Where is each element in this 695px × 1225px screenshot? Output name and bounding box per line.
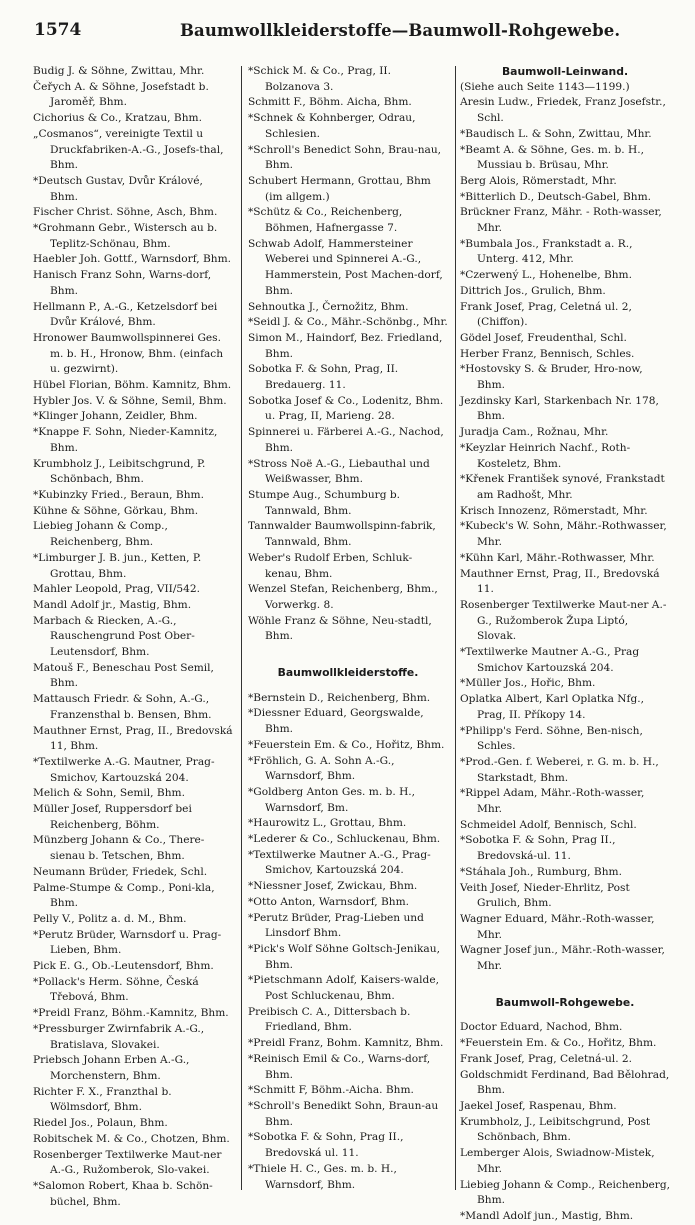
directory-entry: Palme-Stumpe & Comp., Poni-kla, Bhm. — [33, 881, 215, 910]
directory-entry: Marbach & Riecken, A.-G., Rauschengrund Post Ober-Leutensdorf, Bhm. — [33, 614, 195, 659]
directory-entry: Mauthner Ernst, Prag, II., Bredovská 11, Bhm. — [33, 724, 233, 753]
directory-entry: *Feuerstein Em. & Co., Hořitz, Bhm. — [248, 738, 445, 751]
directory-entry: Sobotka Josef & Co., Lodenitz, Bhm. u. Prag, II, Marieng. 28. — [248, 394, 444, 423]
directory-entry: Dittrich Jos., Grulich, Bhm. — [460, 284, 606, 297]
section-heading: Baumwollkleiderstoffe. — [277, 666, 419, 680]
directory-entry: (Siehe auch Seite 1143—1199.) — [460, 80, 630, 93]
directory-entry: Schubert Hermann, Grottau, Bhm (im allgem.) — [248, 174, 431, 203]
column-divider — [241, 66, 242, 1190]
directory-entry: *Thiele H. C., Ges. m. b. H., Warnsdorf, Bhm. — [248, 1162, 397, 1191]
directory-entry: *Haurowitz L., Grottau, Bhm. — [248, 817, 407, 830]
directory-entry: Hellmann P., A.-G., Ketzelsdorf bei Dvůr Králové, Bhm. — [33, 300, 218, 329]
directory-entry: *Perutz Brüder, Warnsdorf u. Prag-Lieben, Bhm. — [33, 928, 222, 957]
directory-entry: Stumpe Aug., Schumburg b. Tannwald, Bhm. — [248, 488, 401, 517]
column-divider — [455, 66, 456, 1190]
directory-entry: Haebler Joh. Gottf., Warnsdorf, Bhm. — [33, 253, 232, 266]
directory-entry: *Feuerstein Em. & Co., Hořitz, Bhm. — [460, 1037, 657, 1050]
directory-entry: Sobotka F. & Sohn, Prag, II. Bredauerg. 11. — [248, 363, 399, 392]
directory-entry: *Sobotka F. & Sohn, Prag II., Bredovská-ul. 11. — [460, 834, 616, 863]
directory-entry: *Niessner Josef, Zwickau, Bhm. — [248, 880, 418, 893]
directory-entry: Richter F. X., Franzthal b. Wölmsdorf, Bhm. — [33, 1085, 172, 1114]
directory-entry: *Kubeck's W. Sohn, Mähr.-Rothwasser, Mhr. — [460, 520, 667, 549]
directory-entry: Gödel Josef, Freudenthal, Schl. — [460, 331, 627, 344]
directory-entry: Sehnoutka J., Černožitz, Bhm. — [248, 300, 409, 313]
directory-entry: Čeřych A. & Söhne, Josefstadt b. Jaroměř, Bhm. — [33, 80, 209, 109]
directory-entry: Schmeidel Adolf, Bennisch, Schl. — [460, 818, 637, 831]
directory-entry: Veith Josef, Nieder-Ehrlitz, Post Grulich, Bhm. — [460, 881, 630, 910]
directory-entry: Hübel Florian, Böhm. Kamnitz, Bhm. — [33, 379, 232, 392]
directory-entry: *Knappe F. Sohn, Nieder-Kamnitz, Bhm. — [33, 426, 218, 454]
directory-entry: *Fröhlich, G. A. Sohn A.-G., Warnsdorf, Bhm. — [248, 754, 395, 783]
directory-entry: *Müller Jos., Hořic, Bhm. — [460, 677, 596, 690]
directory-entry: *Reinisch Emil & Co., Warns-dorf, Bhm. — [248, 1052, 431, 1081]
directory-entry: Schwab Adolf, Hammersteiner Weberei und Spinnerei A.-G., Hammerstein, Post Machen-dorf, Bhm. — [248, 237, 443, 297]
page-number: 1574 — [34, 20, 82, 40]
directory-entry: Mahler Leopold, Prag, VII/542. — [33, 583, 201, 596]
directory-entry: *Schroll's Benedict Sohn, Brau-nau, Bhm. — [248, 143, 442, 172]
directory-entry: Preibisch C. A., Dittersbach b. Friedland, Bhm. — [248, 1005, 411, 1034]
directory-entry: Jaekel Josef, Raspenau, Bhm. — [460, 1100, 617, 1112]
directory-entry: *Perutz Brüder, Prag-Lieben und Linsdorf Bhm. — [248, 911, 424, 940]
directory-entry: Simon M., Haindorf, Bez. Friedland, Bhm. — [248, 331, 443, 360]
directory-entry: Hronower Baumwollspinnerei Ges. m. b. H., Hronow, Bhm. (einfach u. gezwirnt). — [33, 331, 224, 376]
directory-entry: Rosenberger Textilwerke Maut-ner A.-G., Ružomberok Župa Liptó, Slovak. — [460, 598, 667, 643]
directory-entry: *Kühn Karl, Mähr.-Rothwasser, Mhr. — [460, 551, 655, 564]
directory-entry: „Cosmanos“, vereinigte Textil u Druckfabriken-A.-G., Josefs-thal, Bhm. — [33, 127, 224, 172]
directory-entry: Mandl Adolf jr., Mastig, Bhm. — [33, 598, 192, 611]
directory-entry: Riedel Jos., Polaun, Bhm. — [33, 1117, 168, 1130]
directory-entry: Robitschek M. & Co., Chotzen, Bhm. — [33, 1132, 230, 1145]
directory-entry: Neumann Brüder, Friedek, Schl. — [33, 865, 208, 878]
directory-entry: *Seidl J. & Co., Mähr.-Schönbg., Mhr. — [248, 316, 448, 329]
directory-entry: Weber's Rudolf Erben, Schluk-kenau, Bhm. — [248, 551, 413, 580]
directory-entry: *Philipp's Ferd. Söhne, Ben-nisch, Schles. — [460, 724, 643, 753]
directory-entry: Juradja Cam., Rožnau, Mhr. — [460, 426, 609, 439]
directory-entry: Aresin Ludw., Friedek, Franz Josefstr., Schl. — [460, 96, 666, 125]
directory-entry: Hybler Jos. V. & Söhne, Semil, Bhm. — [33, 394, 227, 407]
directory-entry: *Pick's Wolf Söhne Goltsch-Jenikau, Bhm. — [248, 942, 440, 971]
page-header — [0, 20, 695, 48]
directory-entry: Goldschmidt Ferdinand, Bad Bělohrad, Bhm. — [460, 1068, 670, 1097]
directory-entry: Brückner Franz, Mähr. - Roth-wasser, Mhr. — [460, 206, 662, 235]
directory-entry: *Prod.-Gen. f. Weberei, r. G. m. b. H., Starkstadt, Bhm. — [460, 755, 659, 784]
directory-entry: *Salomon Robert, Khaa b. Schön-büchel, Bhm. — [33, 1179, 213, 1208]
directory-entry: *Textilwerke A.-G. Mautner, Prag-Smichov, Kartouzská 204. — [33, 755, 215, 784]
section-heading: Baumwoll-Rohgewebe. — [495, 995, 635, 1009]
directory-entry: Liebieg Johann & Comp., Reichenberg, Bhm. — [460, 1178, 671, 1207]
directory-entry: *Pollack's Herm. Söhne, Česká Třebová, Bhm. — [33, 975, 199, 1004]
directory-entry: *Otto Anton, Warnsdorf, Bhm. — [248, 895, 410, 908]
directory-entry: *Keyzlar Heinrich Nachf., Roth-Kosteletz, Bhm. — [460, 441, 631, 470]
directory-entry: *Textilwerke Mautner A.-G., Prag-Smichov, Kartouzská 204. — [248, 848, 431, 877]
directory-entry: *Diessner Eduard, Georgswalde, Bhm. — [248, 707, 424, 736]
directory-entry: Matouš F., Beneschau Post Semil, Bhm. — [33, 661, 214, 690]
directory-entry: Rosenberger Textilwerke Maut-ner A.-G., Ružomberok, Slo-vakei. — [33, 1148, 222, 1177]
directory-entry: Tannwalder Baumwollspinn-fabrik, Tannwald, Bhm. — [248, 520, 436, 549]
column-left — [33, 64, 233, 1208]
directory-entry: *Baudisch L. & Sohn, Zwittau, Mhr. — [460, 127, 652, 140]
directory-entry: Pelly V., Politz a. d. M., Bhm. — [33, 912, 187, 925]
directory-entry: Melich & Sohn, Semil, Bhm. — [33, 787, 185, 800]
directory-entry: *Beamt A. & Söhne, Ges. m. b. H., Mussiau b. Brüsau, Mhr. — [460, 143, 644, 172]
directory-entry: *Křenek František synové, Frankstadt am Radhošt, Mhr. — [460, 473, 665, 501]
directory-entry: Fischer Christ. Söhne, Asch, Bhm. — [33, 206, 218, 219]
directory-entry: Schmitt F., Böhm. Aicha, Bhm. — [248, 96, 412, 109]
directory-entry: Cichorius & Co., Kratzau, Bhm. — [33, 112, 202, 125]
directory-entry: Pick E. G., Ob.-Leutensdorf, Bhm. — [33, 960, 214, 973]
directory-entry: Wagner Eduard, Mähr.-Roth-wasser, Mhr. — [460, 912, 655, 941]
directory-entry: Hanisch Franz Sohn, Warns-dorf, Bhm. — [33, 269, 212, 297]
directory-entry: Oplatka Albert, Karl Oplatka Nfg., Prag, II. Příkopy 14. — [460, 693, 644, 721]
column-right — [460, 64, 671, 1222]
directory-entry: *Stross Noë A.-G., Liebauthal und Weißwasser, Bhm. — [248, 457, 430, 486]
directory-entry: Krumbholz J., Leibitschgrund, P. Schönbach, Bhm. — [33, 457, 206, 486]
directory-entry: *Schnek & Kohnberger, Odrau, Schlesien. — [248, 112, 416, 140]
directory-entry: Frank Josef, Prag, Celetná ul. 2, (Chiffon). — [460, 300, 632, 329]
directory-entry: *Bernstein D., Reichenberg, Bhm. — [248, 691, 431, 704]
column-middle — [248, 64, 448, 1196]
directory-entry: Wenzel Stefan, Reichenberg, Bhm., Vorwerkg. 8. — [248, 583, 438, 611]
directory-entry: Müller Josef, Ruppersdorf bei Reichenberg, Böhm. — [33, 803, 192, 831]
directory-entry: Liebieg Johann & Comp., Reichenberg, Bhm. — [33, 520, 168, 549]
directory-entry: *Schmitt F, Böhm.-Aicha. Bhm. — [248, 1084, 414, 1097]
directory-entry: Priebsch Johann Erben A.-G., Morchenstern, Bhm. — [33, 1054, 190, 1082]
directory-entry: *Lederer & Co., Schluckenau, Bhm. — [248, 833, 441, 846]
directory-entry: Wagner Josef jun., Mähr.-Roth-wasser, Mhr. — [460, 944, 665, 973]
directory-entry: *Bumbala Jos., Frankstadt a. R., Unterg. 412, Mhr. — [460, 237, 633, 266]
directory-entry: *Stáhala Joh., Rumburg, Bhm. — [460, 865, 622, 878]
directory-entry: Mattausch Friedr. & Sohn, A.-G., Franzensthal b. Bensen, Bhm. — [33, 693, 212, 721]
directory-entry: *Limburger J. B. jun., Ketten, P. Grottau, Bhm. — [33, 551, 202, 580]
directory-entry: Spinnerei u. Färberei A.-G., Nachod, Bhm. — [248, 426, 444, 454]
directory-entry: *Czerwený L., Hohenelbe, Bhm. — [460, 269, 632, 282]
directory-entry: *Deutsch Gustav, Dvůr Králové, Bhm. — [33, 174, 203, 203]
directory-entry: Lemberger Alois, Swiadnow-Mistek, Mhr. — [460, 1147, 655, 1175]
directory-entry: Krisch Innozenz, Römerstadt, Mhr. — [460, 504, 648, 517]
directory-entry: Herber Franz, Bennisch, Schles. — [460, 347, 635, 360]
directory-entry: *Schick M. & Co., Prag, II. Bolzanova 3. — [248, 65, 391, 93]
directory-entry: *Hostovsky S. & Bruder, Hro-now, Bhm. — [460, 363, 643, 392]
directory-entry: *Schütz & Co., Reichenberg, Böhmen, Hafnergasse 7. — [248, 206, 403, 235]
directory-entry: *Rippel Adam, Mähr.-Roth-wasser, Mhr. — [460, 787, 645, 816]
directory-entry: Kühne & Söhne, Görkau, Bhm. — [33, 504, 199, 517]
directory-entry: Budig J. & Söhne, Zwittau, Mhr. — [33, 65, 205, 77]
directory-entry: Doctor Eduard, Nachod, Bhm. — [460, 1021, 623, 1034]
directory-entry: *Textilwerke Mautner A.-G., Prag Smichov Kartouzská 204. — [460, 646, 640, 674]
directory-entry: Mauthner Ernst, Prag, II., Bredovská 11. — [460, 567, 660, 596]
directory-entry: *Pietschmann Adolf, Kaisers-walde, Post Schluckenau, Bhm. — [248, 974, 439, 1003]
directory-entry: *Grohmann Gebr., Wistersch au b. Teplitz-Schönau, Bhm. — [33, 222, 218, 250]
directory-entry: Berg Alois, Römerstadt, Mhr. — [460, 174, 617, 187]
directory-entry: Wöhle Franz & Söhne, Neu-stadtl, Bhm. — [248, 614, 432, 643]
directory-entry: *Bitterlich D., Deutsch-Gabel, Bhm. — [460, 190, 652, 203]
directory-entry: *Sobotka F. & Sohn, Prag II., Bredovská ul. 11. — [248, 1131, 404, 1160]
directory-entry: Münzberg Johann & Co., There-sienau b. Tetschen, Bhm. — [33, 834, 205, 863]
directory-entry: Jezdinsky Karl, Starkenbach Nr. 178, Bhm. — [460, 394, 659, 423]
directory-entry: *Kubinzky Fried., Beraun, Bhm. — [33, 488, 204, 501]
directory-entry: Frank Josef, Prag, Celetná-ul. 2. — [460, 1052, 633, 1065]
directory-entry: *Mandl Adolf jun., Mastig, Bhm. — [460, 1209, 634, 1222]
directory-entry: *Preidl Franz, Bohm. Kamnitz, Bhm. — [248, 1037, 444, 1050]
page-title: Baumwollkleiderstoffe—Baumwoll-Rohgewebe. — [180, 21, 621, 40]
section-heading: Baumwoll-Leinwand. — [501, 65, 629, 78]
directory-entry: Krumbholz, J., Leibitschgrund, Post Schönbach, Bhm. — [460, 1115, 651, 1144]
directory-entry: *Goldberg Anton Ges. m. b. H., Warnsdorf, Bm. — [248, 785, 416, 814]
directory-entry: *Klinger Johann, Zeidler, Bhm. — [33, 410, 198, 423]
directory-entry: *Pressburger Zwirnfabrik A.-G., Bratislava, Slovakei. — [33, 1022, 205, 1051]
directory-entry: *Schroll's Benedikt Sohn, Braun-au Bhm. — [248, 1100, 439, 1128]
directory-entry: *Preidl Franz, Böhm.-Kamnitz, Bhm. — [33, 1007, 229, 1020]
